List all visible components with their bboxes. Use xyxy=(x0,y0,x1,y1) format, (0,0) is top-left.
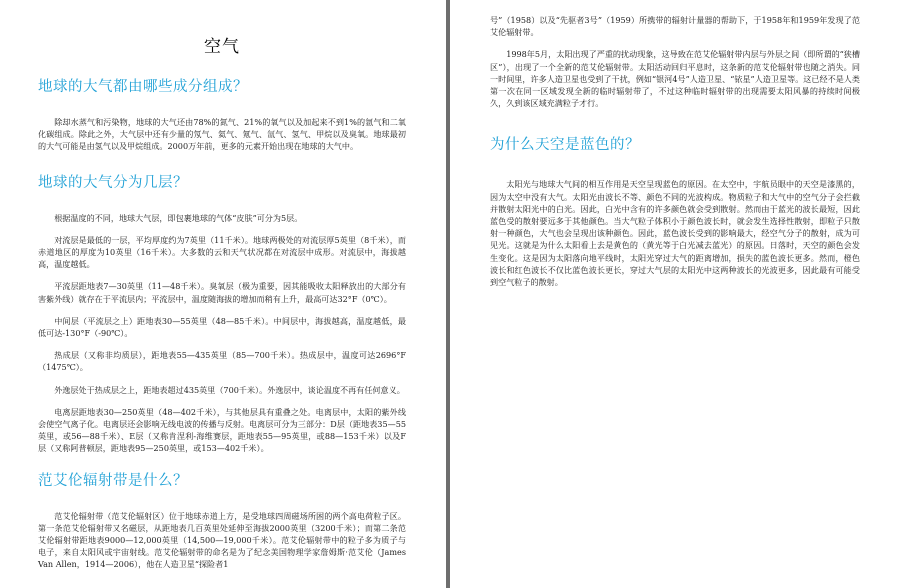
paragraph: 热成层（又称非均质层），距地表55—435英里（85—700千米）。热成层中，温度可达2696°F（1475℃）。 xyxy=(38,350,406,373)
paragraph: 1998年5月，太阳出现了严重的扰动现象，这导致在范艾伦辐射带内层与外层之间（即所谓的“狭槽区”），出现了一个全新的范艾伦辐射带。太阳活动回归平息时，这条新的范艾伦辐射带也随之消失。同一时间里，许多人造卫星也受到了干扰，例如“银河4号”人造卫星、“铱星”人造卫星等。这已经不是人类第一次在同一区域发现全新的临时辐射带了，不过这种临时辐射带的出现需要太阳风暴的持续时间极久，久到该区域充满粒子才行。 xyxy=(490,49,860,109)
paragraph: 范艾伦辐射带（范艾伦辐射区）位于地球赤道上方，是受地球四周磁场所困的两个高电荷粒子区。第一条范艾伦辐射带又名磁层，从距地表几百英里处延伸至海拔2000英里（3200千米）；而第二条范艾伦辐射带距地表9000—12,000英里（14,500—19,000千米）。范艾伦辐射带中的粒子多为质子与电子，来自太阳风或宇宙射线。范艾伦辐射带的命名是为了纪念美国物理学家詹姆斯·范艾伦（James Van Allen，1914—2006），他在人造卫星“探险者1 xyxy=(38,510,406,570)
paragraph: 除却水蒸气和污染物，地球的大气还由78%的氮气、21%的氧气以及加起来不到1%的氩气和二氧化碳组成。除此之外，大气层中还有少量的氖气、氦气、氪气、氙气、氢气、甲烷以及臭氧。地球最初的大气可能是由氢气以及甲烷组成。2000万年前，更多的元素开始出现在地球的大气中。 xyxy=(38,117,406,152)
right-page xyxy=(450,0,898,588)
paragraph: 外逸层处于热成层之上，距地表超过435英里（700千米）。外逸层中，谈论温度不再有任何意义。 xyxy=(54,384,405,395)
paragraph: 电离层距地表30—250英里（48—402千米），与其他层具有重叠之处。电离层中，太阳的紫外线会使空气离子化。电离层还会影响无线电波的传播与反射。电离层可分为三部分：D层（距地表35—55英里，或56—88千米）、E层（又称肯涅利-海维赛层，距地表55—95英里，或88—153千米）以及F层（又称阿普顿层，距地表95—250英里，或153—402千米）。 xyxy=(38,406,406,454)
section-van-allen-belt xyxy=(38,469,406,571)
section-heading: 范艾伦辐射带是什么？ xyxy=(38,472,188,489)
section-heading: 地球的大气分为几层？ xyxy=(38,174,188,191)
paragraph: 中间层（平流层之上）距地表30—55英里（48—85千米）。中间层中，海拔越高，温度越低，最低可达-130°F（-90℃）。 xyxy=(38,315,406,339)
left-page xyxy=(0,0,446,588)
paragraph: 根据温度的不同，地球大气层，即包裹地球的气体“皮肤”可分为5层。 xyxy=(54,212,303,223)
paragraph: 平流层距地表7—30英里（11—48千米）。臭氧层（极为重要，因其能吸收太阳释放出的大部分有害紫外线）就存在于平流层内；平流层中，温度随海拔的增加而稍有上升，最高可达32°F（0℃）。 xyxy=(38,281,406,304)
section-atmosphere-composition xyxy=(38,75,406,153)
page-title: 空气 xyxy=(204,37,240,57)
section-heading: 地球的大气都由哪些成分组成？ xyxy=(38,79,248,95)
paragraph: 太阳光与地球大气间的相互作用是天空呈现蓝色的原因。在太空中，宇航员眼中的天空是漆黑的，因为太空中没有大气。太阳光由波长不等、颜色不同的光波构成。物质粒子和大气中的空气分子会拦截并散射太阳光中的白光。因此，白光中含有的许多颜色就会受到散射。然而由于蓝光的波长最短，因此蓝色受的散射要远多于其他颜色。当大气粒子体积小于颜色波长时，就会发生选择性散射，即粒子只散射一种颜色，大气也会呈现出该种颜色。因此，蓝色波长受到的影响最大，经空气分子的散射，成为可见光。这就是为什么太阳看上去是黄色的（黄光等于白光减去蓝光）的原因。日落时，天空的颜色会发生变化。这是因为太阳落向地平线时，太阳光穿过大气的距离增加，损失的蓝色波长更多。然而，橙色波长和红色波长不仅比蓝色波长更长，穿过大气层的太阳光中这两种波长的光波更多，因此最有可能受到空气粒子的散射。 xyxy=(490,179,860,288)
section-atmosphere-layers xyxy=(38,171,406,455)
paragraph-continuation: 号”（1958）以及“先驱者3号”（1959）所携带的辐射计量器的帮助下，于1958年和1959年发现了范艾伦辐射带。 xyxy=(490,15,860,38)
section-heading: 为什么天空是蓝色的？ xyxy=(490,137,640,154)
paragraph: 对流层是最低的一层，平均厚度约为7英里（11千米）。地球两极处的对流层厚5英里（8千米），而赤道地区的厚度为10英里（16千米）。大多数的云和天气状况都在对流层中成形。对流层中，海拔越高，温度越低。 xyxy=(38,234,406,270)
